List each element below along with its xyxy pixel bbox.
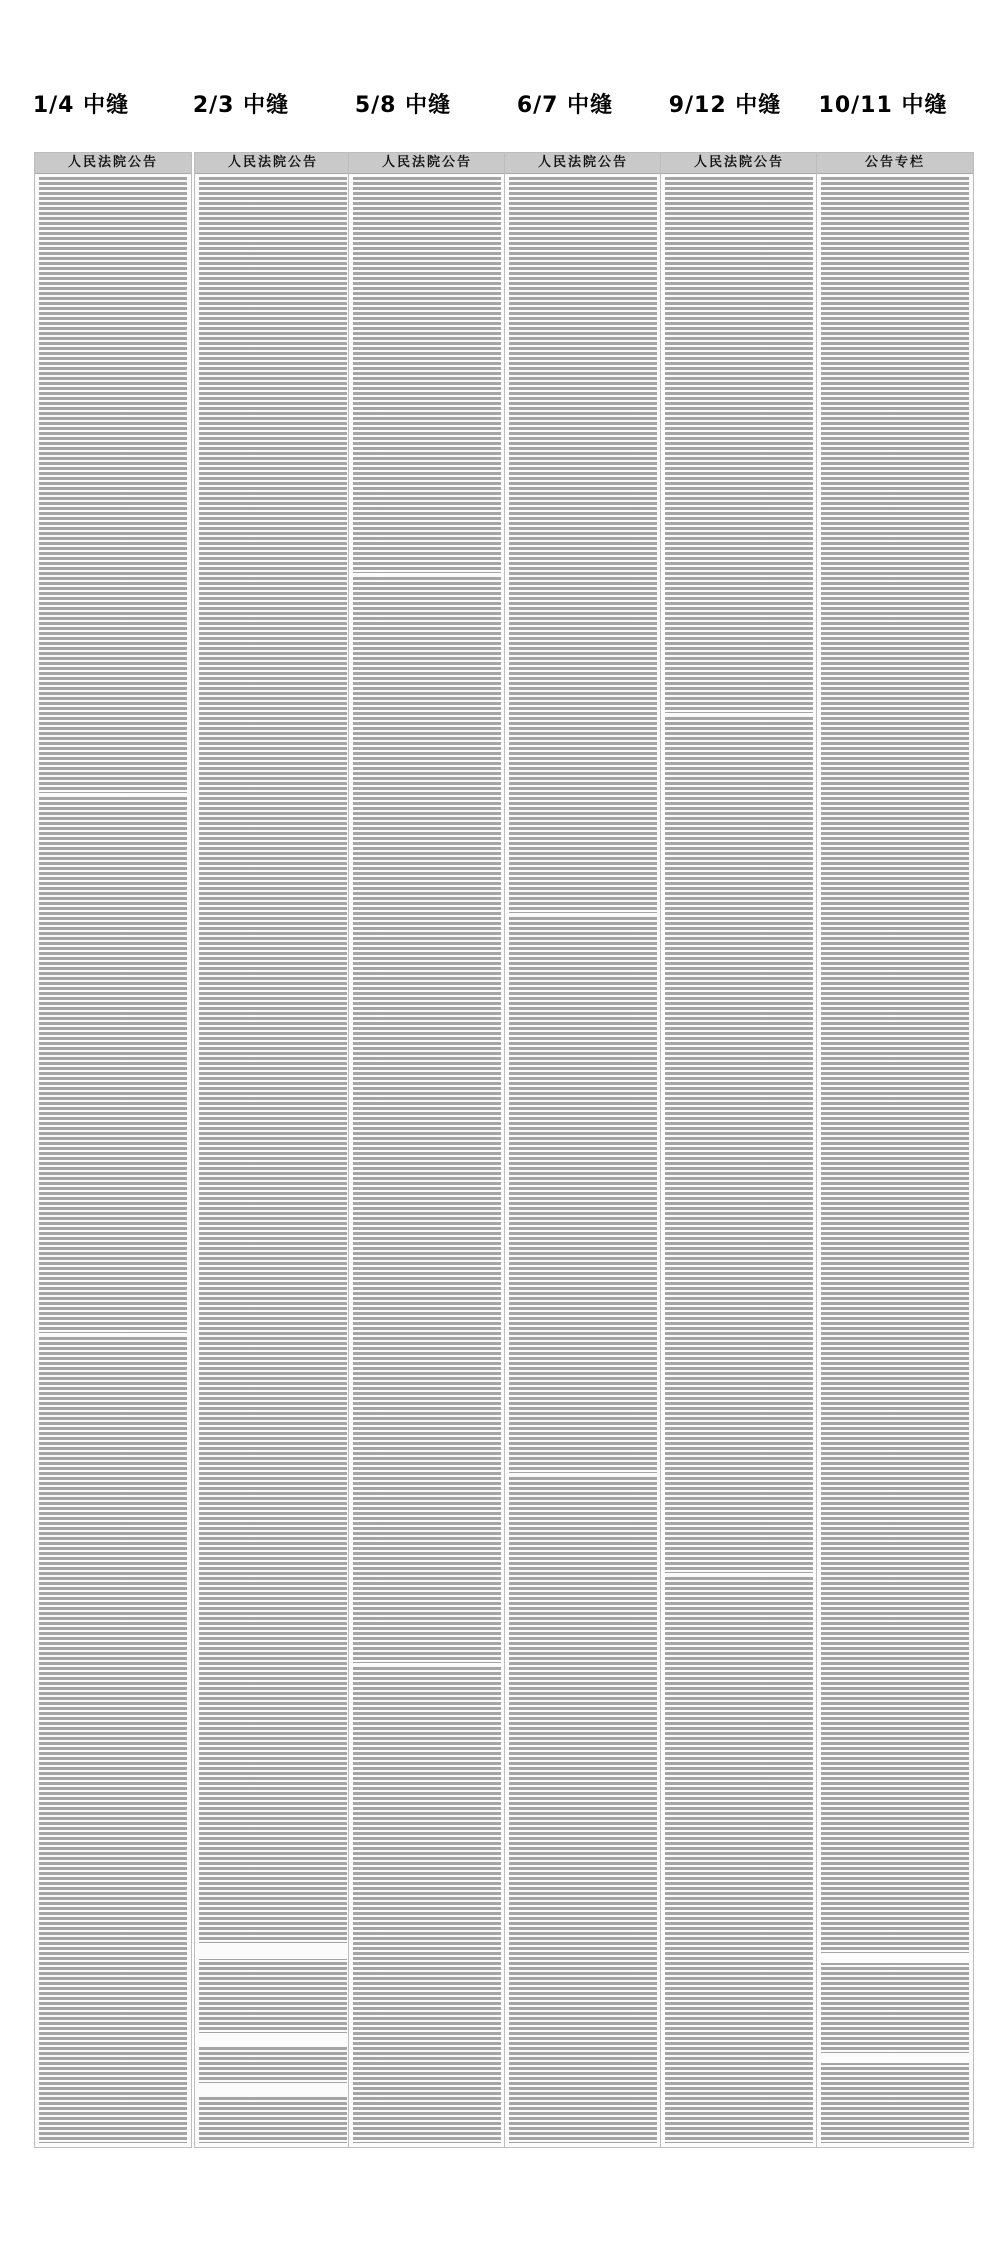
column-header: 人民法院公告	[195, 153, 351, 174]
column-header: 公告专栏	[817, 153, 973, 174]
notice-column-5	[660, 152, 818, 2148]
fold-label-6-7: 6/7 中缝	[516, 93, 614, 118]
notice-text-block	[821, 177, 969, 2143]
notice-column-2	[194, 152, 352, 2148]
fold-label-1-4: 1/4 中缝	[32, 93, 130, 118]
fold-label-2-3: 2/3 中缝	[192, 93, 290, 118]
fold-label-10-11: 10/11 中缝	[818, 93, 948, 118]
column-header: 人民法院公告	[505, 153, 661, 174]
notice-text-block	[665, 177, 813, 2143]
notice-text-block	[199, 177, 347, 2143]
notice-text-block	[509, 177, 657, 2143]
fold-label-5-8: 5/8 中缝	[354, 93, 452, 118]
notice-column-4	[504, 152, 662, 2148]
notice-column-6	[816, 152, 974, 2148]
column-header: 人民法院公告	[661, 153, 817, 174]
notice-column-1	[34, 152, 192, 2148]
notice-column-3	[348, 152, 506, 2148]
column-header: 人民法院公告	[35, 153, 191, 174]
fold-labels-row	[0, 88, 998, 128]
column-header: 人民法院公告	[349, 153, 505, 174]
fold-label-9-12: 9/12 中缝	[668, 93, 782, 118]
notice-text-block	[353, 177, 501, 2143]
notice-text-block	[39, 177, 187, 2143]
